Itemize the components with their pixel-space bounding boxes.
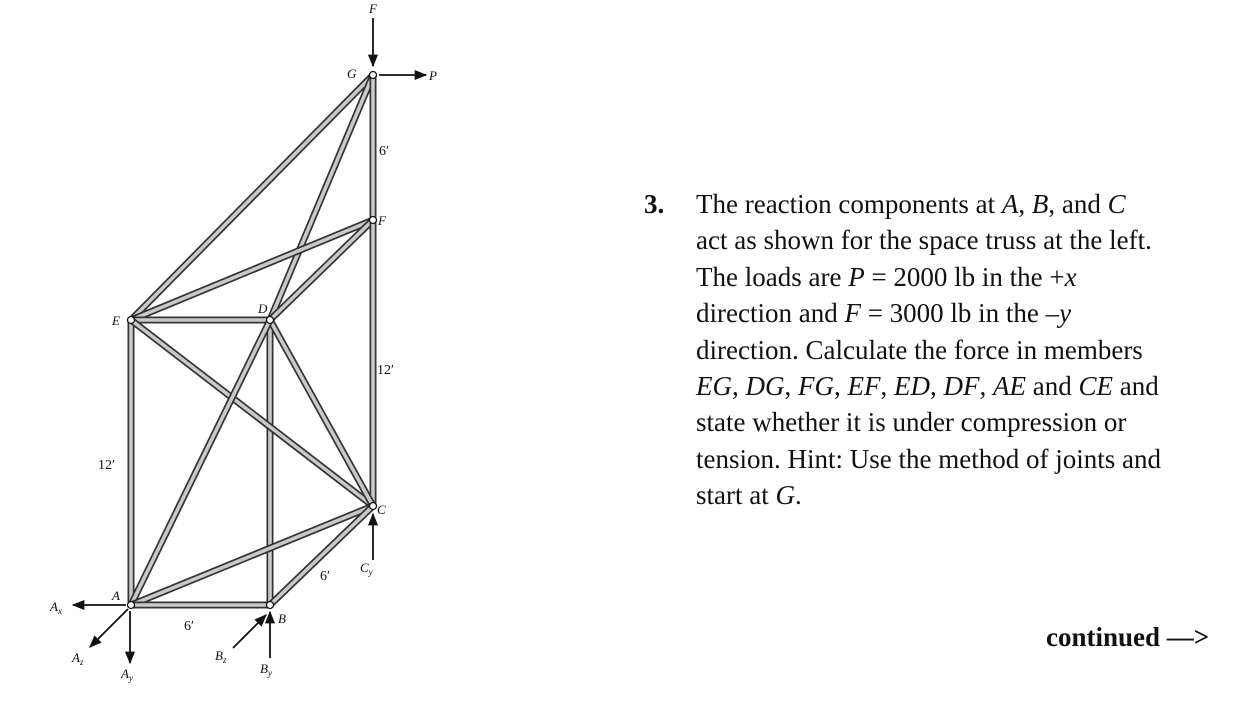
member-dc (270, 320, 373, 506)
dim-label-fc: 12′ (377, 363, 395, 378)
member-ac (131, 506, 373, 605)
reaction-az-label: $A_z$ (72, 650, 84, 667)
joint-label-e: E (112, 313, 120, 328)
joint-label-d: D (258, 301, 268, 316)
reaction-cy-label: $C_y$ (360, 560, 373, 577)
joint-c (370, 503, 377, 510)
space-truss-diagram (0, 0, 600, 711)
problem-line: state whether it is under compression or (696, 407, 1127, 438)
joint-f (370, 217, 377, 224)
dim-label-bc: 6′ (320, 569, 331, 584)
problem-text (696, 186, 1161, 514)
reaction-bz-label: $B_z$ (215, 648, 227, 665)
dim-label-ab: 6′ (184, 619, 195, 634)
problem-line: direction and F = 3000 lb in the –y (696, 298, 1072, 329)
joint-d (267, 317, 274, 324)
dim-label-gf: 6′ (379, 144, 390, 159)
joint-label-g: G (347, 66, 357, 81)
joint-label-c: C (377, 502, 386, 517)
member-df (270, 220, 373, 320)
reaction-bz-arrow (233, 615, 266, 648)
reaction-ay-label: $A_y$ (121, 666, 133, 683)
reaction-az-arrow (90, 609, 128, 647)
joint-b (267, 602, 274, 609)
reaction-by-label: $B_y$ (260, 661, 272, 678)
problem-line: act as shown for the space truss at the left. (696, 225, 1152, 256)
problem-line: EG, DG, FG, EF, ED, DF, AE and CE and (696, 371, 1159, 402)
problem-line: The loads are P = 2000 lb in the +x (696, 261, 1077, 292)
joint-label-b: B (278, 611, 286, 626)
joint-g (370, 72, 377, 79)
problem-line: start at G. (696, 480, 802, 511)
continued-label: continued —> (1046, 622, 1210, 652)
load-p-label: P (429, 68, 437, 83)
problem-line: The reaction components at A, B, and C (696, 189, 1126, 219)
problem-line: tension. Hint: Use the method of joints and (696, 443, 1161, 474)
member-eg (131, 75, 373, 320)
member-ec (131, 320, 373, 506)
joint-e (128, 317, 135, 324)
problem-number: 3. (644, 189, 665, 219)
joint-a (128, 602, 135, 609)
load-f-label: F (369, 1, 377, 16)
reaction-ax-label: $A_x$ (50, 599, 62, 616)
dim-label-ea: 12′ (98, 458, 116, 473)
member-ad (131, 320, 270, 605)
member-bc (270, 506, 373, 605)
joint-label-a: A (112, 588, 120, 603)
member-ef (131, 220, 373, 320)
joint-label-f: F (378, 213, 386, 228)
member-dg (270, 75, 373, 320)
problem-line: direction. Calculate the force in members (696, 334, 1143, 365)
